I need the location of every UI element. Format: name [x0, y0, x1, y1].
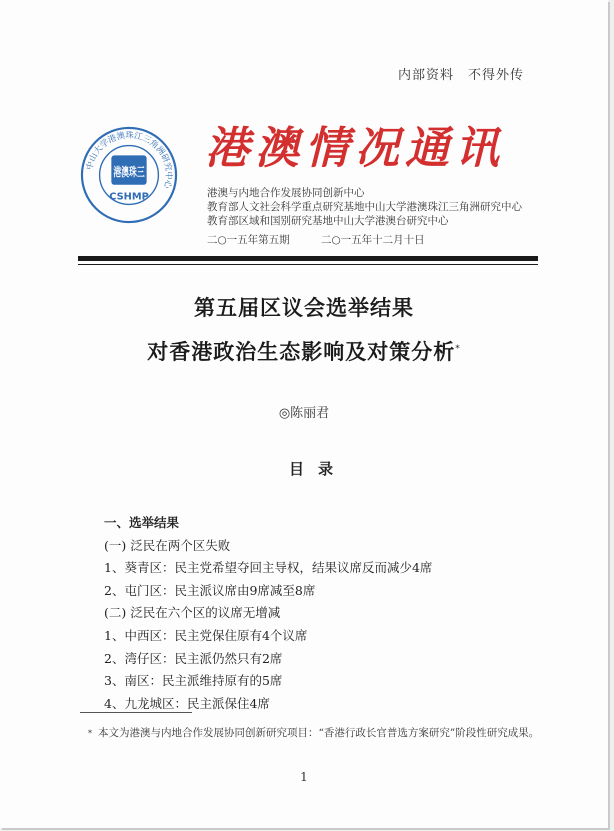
- article-title-line-1: 第五届区议会选举结果: [194, 296, 414, 320]
- toc-subsection: (二) 泛民在六个区的议席无增减: [104, 605, 281, 621]
- organization-line: 港澳与内地合作发展协同创新中心: [207, 187, 365, 199]
- footnote-mark: *: [88, 729, 92, 738]
- title-footnote-mark: *: [455, 344, 461, 354]
- issue-number: 二○一五年第五期: [207, 234, 290, 246]
- issue-date: 二○一五年十二月十日: [321, 234, 425, 246]
- organization-list: [207, 186, 522, 228]
- toc-subsection: (一) 泛民在两个区失败: [104, 537, 231, 553]
- toc-entry: 3、南区：民主派维持原有的5席: [104, 673, 283, 689]
- table-of-contents: [104, 512, 432, 715]
- toc-section: 一、选举结果: [104, 515, 180, 530]
- confidential-notice: 内部资料 不得外传: [397, 68, 524, 83]
- cshmp-logo: [80, 126, 178, 224]
- toc-heading: 目录: [288, 460, 347, 478]
- footnote-text: 本文为港澳与内地合作发展协同创新研究项目：“香港行政长官普选方案研究”阶段性研究成果。: [98, 727, 540, 739]
- toc-entry: 2、屯门区：民主派议席由9席减至8席: [104, 582, 316, 598]
- article-title-text: 对香港政治生态影响及对策分析: [147, 340, 456, 364]
- author: ◎陈丽君: [278, 406, 330, 421]
- header-rule-thin: [78, 264, 538, 265]
- toc-entry: 1、中西区：民主党保住原有4个议席: [104, 627, 308, 643]
- toc-entry: 4、九龙城区：民主派保住4席: [104, 695, 270, 711]
- toc-entry: 2、湾仔区：民主派仍然只有2席: [104, 650, 283, 666]
- logo-seal-chars: 港澳珠三: [113, 164, 145, 179]
- header-rule-thick: [78, 256, 538, 261]
- footnote-rule: [80, 712, 192, 713]
- issue-info: [207, 232, 425, 247]
- organization-line: 教育部人文社会科学重点研究基地中山大学港澳珠江三角洲研究中心: [207, 201, 522, 213]
- logo-acronym: CSHMP: [109, 191, 149, 203]
- organization-line: 教育部区域和国别研究基地中山大学港澳台研究中心: [207, 215, 449, 227]
- toc-entry: 1、葵青区：民主党希望夺回主导权，结果议席反而减少4席: [104, 560, 433, 576]
- page-number: 1: [300, 770, 308, 784]
- footnote: [80, 724, 540, 743]
- masthead-title: 港澳情况通讯: [205, 123, 505, 174]
- logo-ring-text: 中山大学港澳珠江三角洲研究中心: [84, 129, 175, 190]
- article-title-line-2: [0, 336, 608, 366]
